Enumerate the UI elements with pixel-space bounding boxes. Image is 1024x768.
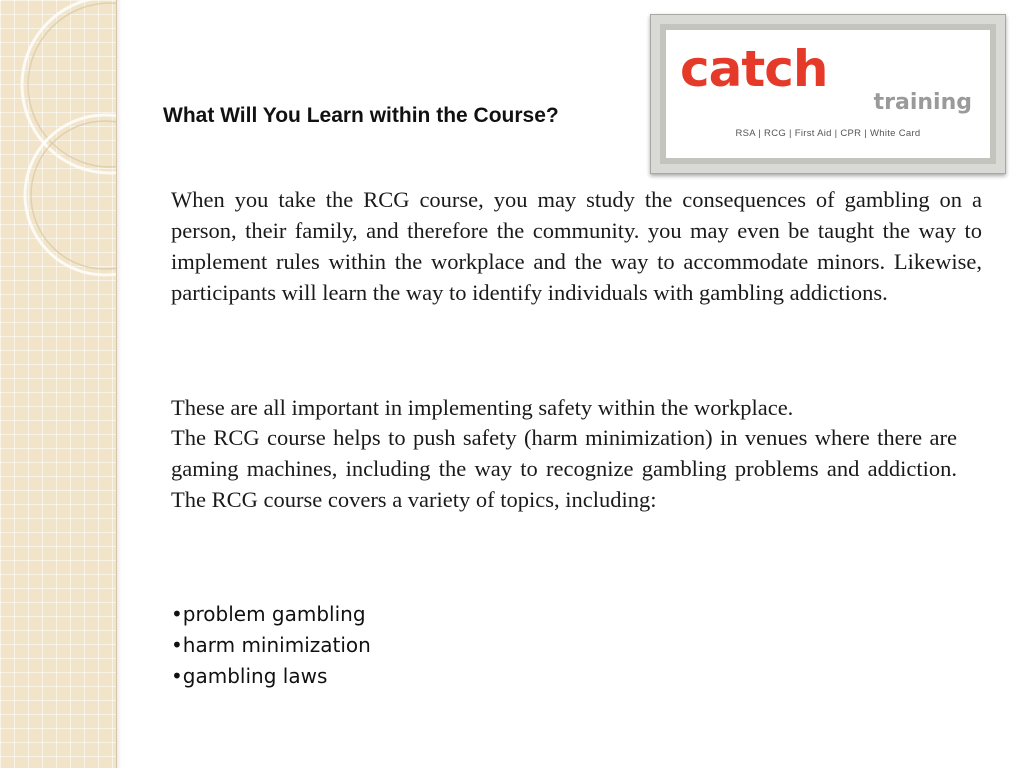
list-item: • problem gambling [171, 599, 371, 630]
decorative-side-strip [0, 0, 117, 768]
logo-tagline: RSA | RCG | First Aid | CPR | White Card [735, 128, 921, 139]
catch-training-logo [660, 24, 996, 164]
logo-frame [650, 14, 1006, 174]
safety-paragraph: These are all important in implementing safety within the workplace. [171, 395, 794, 420]
intro-paragraph: When you take the RCG course, you may study the consequences of gambling on a person, their family, and therefore the community. you may even be taught the way to implement rules within the workplace and the way to accommodate minors. Likewise, participants will learn the way to identify individuals with gambling addictions. [171, 187, 982, 305]
list-item: • gambling laws [171, 661, 371, 692]
topics-list [171, 599, 371, 692]
strip-shadow [116, 0, 122, 768]
decorative-rings [0, 0, 116, 768]
list-item: • harm minimization [171, 630, 371, 661]
course-paragraph: The RCG course helps to push safety (harm minimization) in venues where there are gaming machines, including the way to recognize gambling problems and addiction. The RCG course covers a variety of topics, including: [171, 425, 957, 512]
logo-brand-sub: training [873, 90, 972, 115]
logo-brand-main: catch [680, 40, 828, 98]
page-title: What Will You Learn within the Course? [163, 104, 559, 127]
